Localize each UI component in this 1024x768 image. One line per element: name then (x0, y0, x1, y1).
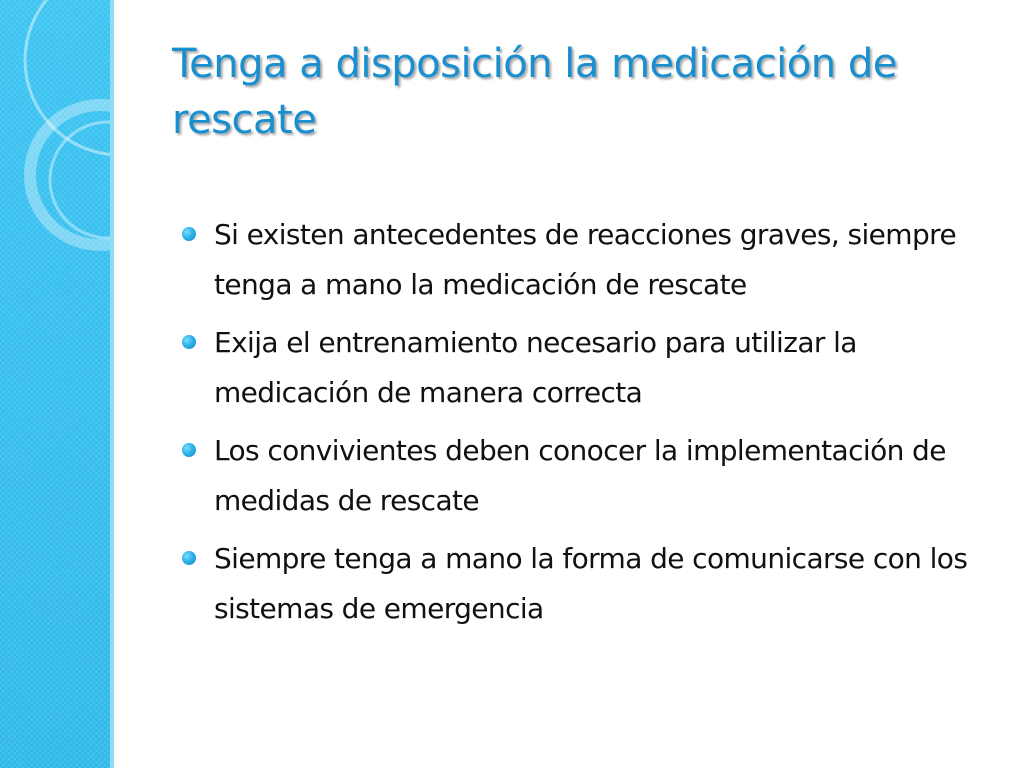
decorative-circles-icon (0, 0, 114, 300)
bullet-text: Siempre tenga a mano la forma de comunicarse con los sistemas de emergencia (214, 542, 968, 625)
circle-bullet-icon (182, 227, 196, 241)
sidebar-edge (110, 0, 114, 768)
circle-bullet-icon (182, 443, 196, 457)
bullet-text: Si existen antecedentes de reacciones graves, siempre tenga a mano la medicación de rescate (214, 218, 957, 301)
circle-bullet-icon (182, 551, 196, 565)
bullet-item (172, 318, 992, 418)
bullet-text: Exija el entrenamiento necesario para utilizar la medicación de manera correcta (214, 326, 857, 409)
slide-title: Tenga a disposición la medicación de rescate (172, 41, 897, 143)
bullet-text: Los convivientes deben conocer la implementación de medidas de rescate (214, 434, 946, 517)
bullet-item (172, 534, 992, 634)
bullet-item (172, 426, 992, 526)
decorative-sidebar (0, 0, 114, 768)
circle-bullet-icon (182, 335, 196, 349)
bullet-list (172, 210, 992, 642)
bullet-item (172, 210, 992, 310)
